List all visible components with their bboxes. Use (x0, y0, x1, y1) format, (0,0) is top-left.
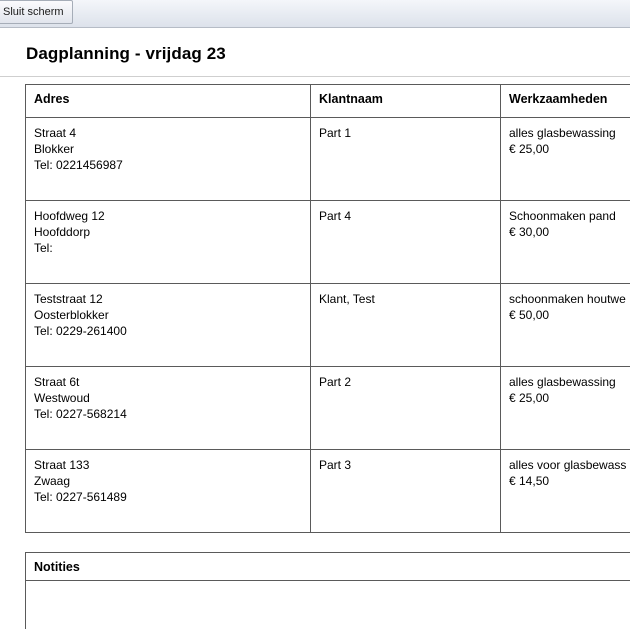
werk-omschrijving: alles glasbewassing (509, 126, 616, 140)
cell-werkzaamheden (501, 201, 630, 284)
klantnaam-value: Part 1 (319, 126, 352, 140)
cell-klantnaam (311, 367, 501, 450)
cell-werkzaamheden (501, 450, 630, 533)
cell-adres (26, 201, 311, 284)
cell-adres (26, 118, 311, 201)
close-screen-button[interactable]: Sluit scherm (0, 0, 73, 24)
report-page (0, 28, 630, 629)
cell-werkzaamheden (501, 284, 630, 367)
table-row[interactable] (26, 201, 630, 284)
werk-bedrag: € 14,50 (509, 474, 550, 488)
klantnaam-value: Klant, Test (319, 292, 375, 306)
toolbar-background (0, 0, 630, 27)
planning-table (25, 84, 630, 533)
adres-street: Teststraat 12 (34, 292, 103, 306)
werk-omschrijving: alles glasbewassing (509, 375, 616, 389)
column-header-werkzaamheden: Werkzaamheden (501, 85, 630, 118)
adres-tel: Tel: (34, 241, 53, 255)
adres-street: Straat 6t (34, 375, 80, 389)
window-toolbar (0, 0, 630, 28)
column-header-klantnaam: Klantnaam (311, 85, 501, 118)
adres-city: Westwoud (34, 391, 90, 405)
table-row[interactable] (26, 284, 630, 367)
werk-bedrag: € 50,00 (509, 308, 550, 322)
cell-adres (26, 284, 311, 367)
cell-klantnaam (311, 450, 501, 533)
notities-label: Notities (26, 553, 630, 581)
page-title: Dagplanning - vrijdag 23 (26, 44, 226, 63)
planning-table-container (25, 84, 630, 533)
table-row[interactable] (26, 450, 630, 533)
adres-tel: Tel: 0229-261400 (34, 324, 127, 338)
notities-field[interactable] (26, 581, 630, 629)
klantnaam-value: Part 2 (319, 375, 352, 389)
adres-city: Zwaag (34, 474, 71, 488)
adres-city: Blokker (34, 142, 75, 156)
table-body (26, 118, 630, 533)
werk-omschrijving: Schoonmaken pand (509, 209, 616, 223)
adres-city: Hoofddorp (34, 225, 91, 239)
adres-tel: Tel: 0227-568214 (34, 407, 127, 421)
cell-adres (26, 450, 311, 533)
cell-adres (26, 367, 311, 450)
cell-klantnaam (311, 201, 501, 284)
cell-werkzaamheden (501, 367, 630, 450)
cell-werkzaamheden (501, 118, 630, 201)
title-divider (0, 76, 630, 77)
column-header-adres: Adres (26, 85, 311, 118)
werk-bedrag: € 25,00 (509, 142, 550, 156)
table-row[interactable] (26, 367, 630, 450)
notities-section (25, 552, 630, 629)
adres-street: Straat 133 (34, 458, 90, 472)
adres-tel: Tel: 0221456987 (34, 158, 123, 172)
table-header-row (26, 85, 630, 118)
adres-street: Straat 4 (34, 126, 77, 140)
klantnaam-value: Part 4 (319, 209, 352, 223)
cell-klantnaam (311, 284, 501, 367)
table-row[interactable] (26, 118, 630, 201)
klantnaam-value: Part 3 (319, 458, 352, 472)
adres-tel: Tel: 0227-561489 (34, 490, 127, 504)
cell-klantnaam (311, 118, 501, 201)
adres-city: Oosterblokker (34, 308, 109, 322)
adres-street: Hoofdweg 12 (34, 209, 105, 223)
werk-bedrag: € 30,00 (509, 225, 550, 239)
werk-omschrijving: alles voor glasbewass (509, 458, 627, 472)
werk-omschrijving: schoonmaken houtwe (509, 292, 626, 306)
werk-bedrag: € 25,00 (509, 391, 550, 405)
